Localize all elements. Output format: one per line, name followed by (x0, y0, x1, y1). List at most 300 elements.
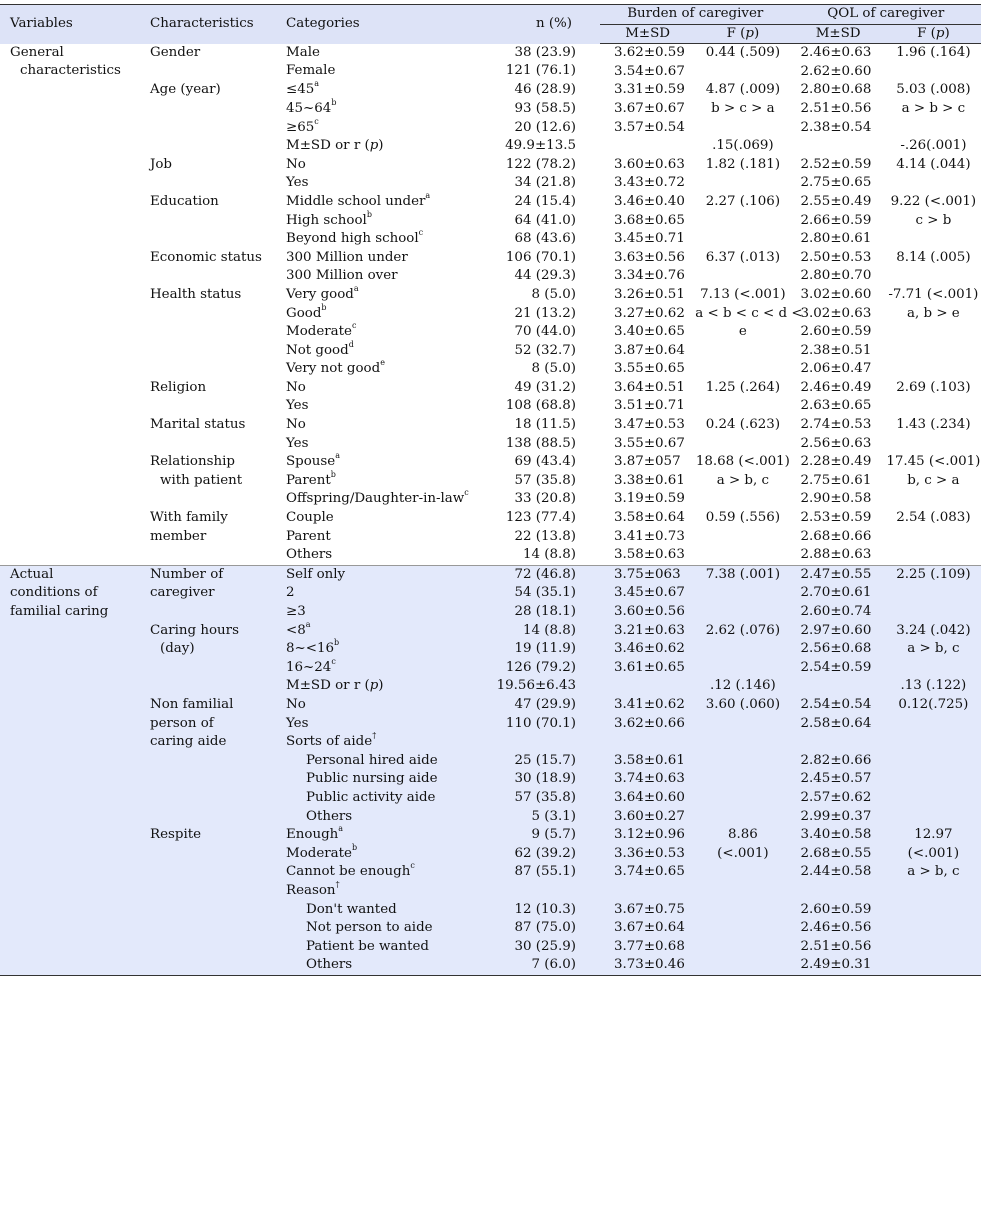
qm-value: 2.97±0.60 (800, 622, 872, 638)
n-value: 28 (18.1) (514, 604, 576, 619)
footnote-marker: a (305, 619, 311, 629)
cell-line (695, 528, 790, 547)
characteristic-label: with patient (160, 472, 243, 488)
cat-value: Cannot be enough (286, 864, 411, 880)
bm-value: 3.62±0.59 (614, 45, 685, 61)
cat-value: M±SD or r (p) (286, 138, 384, 154)
cell-line (286, 156, 471, 175)
cell-line (614, 81, 695, 100)
burden-msd-cell (600, 622, 695, 696)
burden-msd-cell (600, 81, 695, 155)
results-table (0, 4, 981, 976)
n-value: 19.56±6.43 (496, 678, 576, 694)
n-percent-cell (471, 156, 600, 193)
qol-f-p-cell (886, 379, 981, 416)
cell-line (286, 62, 471, 81)
characteristic-label: Health status (150, 286, 242, 302)
qol-msd-cell (791, 44, 886, 82)
cell-line (614, 416, 695, 435)
cat-value: No (286, 156, 306, 172)
cell-line (695, 584, 790, 603)
qm-value: 2.46±0.49 (800, 379, 872, 395)
cell-line (695, 81, 790, 100)
bm-value: 3.47±0.53 (614, 417, 685, 433)
cell-line (801, 882, 886, 901)
cell-line (614, 863, 695, 882)
cell-line (801, 174, 886, 193)
footnote-marker: c (418, 228, 424, 238)
n-value: 19 (11.9) (514, 641, 576, 657)
qol-f-p-cell (886, 453, 981, 509)
bm-value: 3.43±0.72 (614, 175, 685, 191)
bm-value: 3.54±0.67 (614, 63, 685, 79)
section-title-cell (0, 826, 150, 975)
burden-f-p-cell (695, 81, 790, 155)
footnote-marker: a (338, 824, 344, 834)
cell-line (286, 397, 471, 416)
cell-line (886, 640, 981, 659)
cat-value: Others (286, 547, 333, 563)
cat-value: Spouse (286, 454, 336, 470)
section-title-cell (0, 416, 150, 453)
cell-line (286, 656, 471, 678)
cell-line (886, 342, 981, 361)
section-title: General (10, 44, 64, 60)
cell-line (286, 490, 471, 509)
bm-value: 3.38±0.61 (614, 472, 685, 488)
qm-value: 2.49±0.31 (800, 957, 872, 973)
n-percent-cell (471, 44, 600, 82)
n-value: 14 (8.8) (522, 622, 576, 638)
n-value: 46 (28.9) (514, 82, 576, 98)
bf-value: 18.68 (<.001) (695, 454, 790, 470)
qol-msd-cell (791, 286, 886, 379)
cell-line (695, 379, 790, 398)
qol-msd-cell (791, 416, 886, 453)
qm-value: 2.46±0.56 (800, 920, 872, 936)
qf-value: 4.14 (.044) (896, 156, 971, 172)
qol-msd-cell (791, 509, 886, 565)
burden-f-p-cell (695, 249, 790, 286)
qf-value: 12.97 (914, 827, 953, 843)
category-cell (286, 44, 471, 82)
cell-line (886, 584, 981, 603)
characteristic-cell (150, 826, 286, 975)
cell-line (614, 230, 695, 249)
cell-line (801, 863, 886, 882)
bm-value: 3.61±0.65 (614, 659, 685, 675)
cat-value: No (286, 379, 306, 395)
burden-f-p-cell (695, 509, 790, 565)
n-value: 8 (5.0) (531, 361, 576, 377)
cell-line (886, 752, 981, 771)
cell-line (695, 882, 790, 901)
cell-line (801, 156, 886, 175)
cell-line (286, 174, 471, 193)
cat-value: 45~64 (286, 100, 332, 116)
cell-line (471, 212, 576, 231)
cell-line (286, 137, 471, 156)
cat-value: Good (286, 305, 322, 321)
cell-line (695, 305, 803, 324)
qm-value: 2.46±0.63 (800, 45, 872, 61)
cat-value: Offspring/Daughter-in-law (286, 491, 465, 507)
category-cell (286, 696, 471, 826)
footnote-marker: c (314, 116, 319, 126)
cell-line (614, 826, 695, 845)
cell-line (695, 659, 790, 678)
qm-value: 3.02±0.63 (800, 305, 872, 321)
cell-line (801, 603, 886, 622)
n-value: 106 (70.1) (505, 249, 576, 265)
bm-value: 3.75±063 (614, 566, 681, 582)
cell-line (801, 379, 886, 398)
characteristic-cell (150, 379, 286, 416)
characteristic-label: Marital status (150, 417, 246, 433)
table-body (0, 44, 981, 976)
cell-line (614, 752, 695, 771)
cat-value: ≥3 (286, 604, 306, 619)
cat-value: High school (286, 212, 367, 228)
cell-line (801, 212, 886, 231)
qm-value: 2.45±0.57 (800, 771, 872, 787)
cell-line (614, 882, 695, 901)
cell-line (614, 622, 695, 641)
cell-line (286, 435, 471, 454)
cell-line (614, 472, 695, 491)
cell-line (801, 416, 886, 435)
cell-line (471, 119, 576, 138)
n-value: 54 (35.1) (514, 585, 576, 601)
cell-line (614, 249, 695, 268)
qf-value: 3.24 (.042) (896, 622, 971, 638)
bf-value: e (738, 324, 747, 340)
qm-value: 2.62±0.60 (800, 63, 872, 79)
cell-line (471, 901, 576, 920)
cell-line (614, 212, 695, 231)
qf-value: 0.12(.725) (898, 696, 969, 712)
cell-line (614, 789, 695, 808)
qm-value: 2.47±0.55 (800, 566, 872, 582)
cell-line (695, 44, 790, 63)
cat-value: Parent (286, 528, 331, 544)
bm-value: 3.41±0.73 (614, 528, 685, 544)
cell-line (886, 901, 981, 920)
cell-line (886, 882, 981, 901)
cell-line (801, 63, 886, 82)
cell-line (695, 100, 790, 119)
cell-line (695, 156, 790, 175)
cell-line (695, 119, 790, 138)
cat-value: 300 Million under (286, 249, 408, 265)
cell-line (614, 956, 695, 975)
cell-line (471, 622, 576, 641)
qm-value: 2.68±0.66 (800, 528, 872, 544)
cat-value: Personal hired aide (306, 752, 438, 768)
cell-line (471, 845, 576, 864)
qm-value: 2.38±0.54 (800, 119, 872, 135)
bf-value: 2.27 (.106) (705, 193, 781, 209)
cat-value: ≥65 (286, 119, 315, 135)
cell-line (614, 901, 695, 920)
cell-line (286, 566, 471, 585)
n-percent-cell (471, 416, 600, 453)
qm-value: 2.80±0.68 (800, 82, 872, 98)
cell-line (614, 808, 695, 827)
qm-value: 2.54±0.54 (800, 696, 872, 712)
cell-line (286, 808, 471, 827)
qm-value: 2.74±0.53 (800, 417, 872, 433)
footnote-marker: a (353, 283, 359, 293)
bm-value: 3.77±0.68 (614, 938, 685, 954)
qf-value: 5.03 (.008) (896, 82, 971, 98)
cell-line (801, 453, 886, 472)
cell-line (886, 659, 981, 678)
cell-line (886, 44, 981, 63)
cell-line (614, 286, 695, 305)
bf-value: a < b < c < d < (695, 305, 803, 321)
cell-line (614, 509, 695, 528)
bf-value: 6.37 (.013) (705, 249, 781, 265)
n-value: 49.9±13.5 (505, 138, 576, 154)
cell-line (614, 360, 695, 379)
cell-line (886, 546, 981, 565)
cell-line (471, 733, 576, 752)
bm-value: 3.74±0.65 (614, 864, 685, 880)
cell-line (614, 323, 695, 342)
cat-value: Public activity aide (306, 789, 436, 805)
table-row (0, 249, 981, 286)
table-row (0, 193, 981, 249)
cell-line (801, 752, 886, 771)
cell-line (614, 770, 695, 789)
n-value: 8 (5.0) (531, 286, 576, 302)
cell-line (801, 715, 886, 734)
cell-line (471, 62, 576, 81)
qol-f-p-cell (886, 193, 981, 249)
cell-line (471, 435, 576, 454)
cell-line (471, 230, 576, 249)
cell-line (695, 249, 790, 268)
table-row (0, 416, 981, 453)
cell-line (286, 302, 471, 324)
cell-line (886, 789, 981, 808)
category-cell (286, 379, 471, 416)
characteristic-label: Gender (150, 44, 201, 60)
cell-line (695, 267, 790, 286)
burden-msd-cell (600, 696, 695, 826)
cell-line (614, 63, 695, 82)
bf-value: .15(.069) (712, 138, 774, 154)
characteristic-cell (150, 249, 286, 286)
n-value: 70 (44.0) (514, 324, 576, 340)
bm-value: 3.26±0.51 (614, 286, 685, 302)
cell-line (801, 845, 886, 864)
n-value: 52 (32.7) (514, 342, 576, 358)
bf-value: .12 (.146) (709, 678, 776, 694)
characteristic-label: caring aide (150, 734, 227, 750)
qm-value: 2.66±0.59 (800, 212, 872, 228)
cell-line (801, 826, 886, 845)
cell-line (801, 919, 886, 938)
cell-line (471, 938, 576, 957)
footnote-marker: c (410, 861, 415, 871)
cell-line (801, 323, 886, 342)
qf-value: a, b > e (907, 305, 960, 321)
characteristic-label: Respite (150, 827, 202, 843)
cell-line (801, 472, 886, 491)
qf-value: c > b (915, 212, 952, 228)
qf-value: 1.96 (.164) (896, 45, 971, 61)
section-title-cell (0, 379, 150, 416)
bf-value: 4.87 (.009) (705, 82, 781, 98)
burden-f-p-cell (695, 622, 790, 696)
footnote-marker: b (331, 97, 337, 107)
cell-line (886, 490, 981, 509)
cell-line (886, 379, 981, 398)
cell-line (286, 81, 471, 100)
cell-line (286, 44, 471, 63)
cell-line (801, 100, 886, 119)
cell-line (695, 789, 790, 808)
footnote-marker: a (425, 190, 431, 200)
n-value: 68 (43.6) (514, 231, 576, 247)
cell-line (614, 659, 695, 678)
burden-f-p-cell (695, 565, 790, 621)
cell-line (801, 44, 886, 63)
n-value: 18 (11.5) (514, 417, 576, 433)
cell-line (695, 63, 790, 82)
cell-line (695, 901, 790, 920)
cat-value: Very not good (286, 361, 381, 377)
n-value: 138 (88.5) (505, 435, 576, 451)
bm-value: 3.68±0.65 (614, 212, 685, 228)
n-value: 57 (35.8) (514, 789, 576, 805)
n-value: 62 (39.2) (514, 845, 576, 861)
bf-value: 7.38 (.001) (705, 566, 781, 582)
qf-value: 1.43 (.234) (896, 417, 971, 433)
qm-value: 2.80±0.70 (800, 268, 872, 284)
cell-line (286, 509, 471, 528)
burden-f-p-cell (695, 193, 790, 249)
cell-line (286, 416, 471, 435)
cell-line (801, 659, 886, 678)
burden-msd-cell (600, 286, 695, 379)
footnote-marker: a (335, 451, 341, 461)
cell-line (614, 305, 695, 324)
qol-f-p-cell (886, 826, 981, 975)
section-title-cell (0, 509, 150, 565)
characteristic-cell (150, 156, 286, 193)
n-value: 110 (70.1) (505, 715, 576, 731)
cell-line (695, 919, 790, 938)
burden-msd-cell (600, 453, 695, 509)
cell-line (614, 137, 695, 156)
n-value: 49 (31.2) (514, 379, 576, 395)
bm-value: 3.51±0.71 (614, 398, 685, 414)
cell-line (801, 901, 886, 920)
category-cell (286, 416, 471, 453)
cell-line (286, 603, 471, 622)
characteristic-label: Caring hours (150, 622, 239, 638)
cell-line (614, 733, 695, 752)
cell-line (801, 193, 886, 212)
cell-line (695, 286, 790, 305)
cell-line (801, 640, 886, 659)
cell-line (286, 863, 471, 882)
qf-value: (<.001) (907, 845, 960, 861)
cell-line (471, 81, 576, 100)
cat-value: 2 (286, 585, 295, 601)
n-value: 12 (10.3) (514, 901, 576, 917)
cell-line (614, 490, 695, 509)
cell-line (614, 584, 695, 603)
cat-value: No (286, 696, 306, 712)
cell-line (614, 342, 695, 361)
cell-line (801, 397, 886, 416)
cell-line (801, 956, 886, 975)
cat-value: Sorts of aide (286, 734, 373, 750)
cat-value: Male (286, 44, 320, 60)
qm-value: 2.99±0.37 (800, 808, 872, 824)
qm-value: 2.28±0.49 (800, 454, 872, 470)
n-value: 108 (68.8) (505, 398, 576, 414)
cell-line (286, 283, 471, 305)
cat-value: Public nursing aide (306, 771, 438, 787)
cell-line (614, 156, 695, 175)
cell-line (695, 770, 790, 789)
cell-line (471, 193, 576, 212)
category-cell (286, 283, 471, 379)
cell-line (471, 696, 576, 715)
cat-value: <8 (286, 622, 306, 638)
bm-value: 3.21±0.63 (614, 622, 685, 638)
burden-f-p-cell (695, 826, 790, 975)
cell-line (471, 509, 576, 528)
cell-line (286, 826, 471, 845)
bm-value: 3.40±0.65 (614, 324, 685, 340)
section-title-cell (0, 44, 150, 82)
cell-line (695, 137, 790, 156)
bf-value: a > b, c (716, 472, 770, 488)
characteristic-cell (150, 565, 286, 621)
footnote-marker: a (314, 79, 320, 89)
qol-f-p-cell (886, 156, 981, 193)
bm-value: 3.19±0.59 (614, 491, 685, 507)
category-cell (286, 619, 471, 696)
cell-line (886, 453, 981, 472)
n-value: 30 (25.9) (514, 938, 576, 954)
qf-value: b, c > a (907, 472, 960, 488)
bf-value: 1.25 (.264) (705, 379, 781, 395)
qf-value: 2.25 (.109) (896, 566, 971, 582)
cell-line (471, 677, 576, 696)
n-value: 69 (43.4) (514, 454, 576, 470)
cell-line (286, 323, 471, 342)
qol-msd-cell (791, 453, 886, 509)
n-value: 87 (55.1) (514, 864, 576, 880)
bf-value: 1.82 (.181) (705, 156, 781, 172)
n-percent-cell (471, 826, 600, 975)
cell-line (471, 156, 576, 175)
cell-line (286, 733, 471, 752)
cell-line (471, 100, 576, 119)
cell-line (886, 566, 981, 585)
category-cell (286, 826, 471, 975)
cell-line (471, 882, 576, 901)
bf-value: 2.62 (.076) (705, 622, 781, 638)
cell-line (886, 100, 981, 119)
